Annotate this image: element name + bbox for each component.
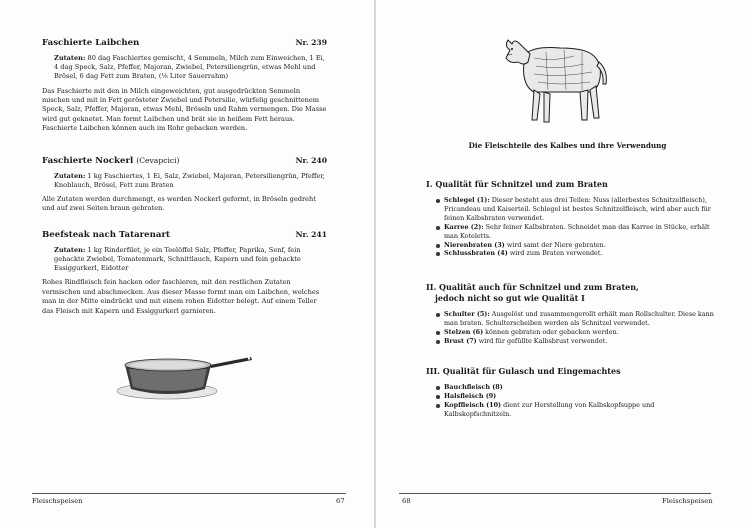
left-page <box>0 0 374 528</box>
recipe-number: Nr. 240 <box>295 155 327 165</box>
recipe-239 <box>42 38 327 134</box>
page-number: 67 <box>336 497 345 505</box>
footer-section: Fleischspeisen <box>662 497 713 505</box>
recipe-240 <box>42 156 327 214</box>
quality-section-3 <box>426 366 716 419</box>
list-item: Nierenbraten (3) wird samt der Niere gebraten. <box>436 241 716 250</box>
recipe-preparation: Rohes Rindfleisch fein hacken oder faschieren, mit den restlichen Zutaten vermischen und abschmecken. Aus dieser Masse formt man ein Laibchen, welches man in der Mitte eindrückt und mit einem rohen Eidotter belegt. Auf einem Teller das Fleisch mit Kapern und Essiggurkerl garnieren. <box>42 278 320 315</box>
section-heading: I. Qualität für Schnitzel und zum Braten <box>426 179 608 189</box>
recipe-title: Faschierte Laibchen <box>42 38 140 48</box>
footer-section: Fleischspeisen <box>32 497 83 505</box>
recipe-number: Nr. 239 <box>295 38 327 47</box>
recipe-number: Nr. 241 <box>295 229 327 239</box>
calf-icon <box>504 34 612 128</box>
recipe-preparation: Alle Zutaten werden durchmengt, es werden Nockerl geformt, in Bröseln gedreht und auf zwei Seiten braun gebraten. <box>42 195 316 213</box>
recipe-ingredients: Zutaten: 1 kg Rinderfilet, je ein Teelöffel Salz, Pfeffer, Paprika, Senf, fein gehackte Zwiebel, Tomatenmark, Schnittlauch, Kapern und fein gehackte Essiggurkerl, Eidotter <box>54 245 301 273</box>
footer-rule <box>399 493 711 494</box>
list-item: Karree (2): Sehr feiner Kalbsbraten. Schneidet man das Karree in Stücke, erhält man Koteletts. <box>436 223 716 241</box>
frying-pan-icon <box>105 351 253 401</box>
cut-list <box>426 196 716 258</box>
list-item: Bauchfleisch (8) <box>436 383 716 392</box>
list-item: Schlegel (1): Dieser besteht aus drei Teilen: Nuss (allerbestes Schnitzelfleisch), Fricandeau und Kaiserteil. Schlegel ist bestes Schnitzelfleisch, wird aber auch für feinen Kalbsbraten verwendet. <box>436 196 716 223</box>
cut-list <box>426 310 716 346</box>
recipe-241 <box>42 230 327 316</box>
list-item: Schulter (5): Ausgelöst und zusammengerollt erhält man Rollschulter. Diese kann man braten. Schulterscheiben werden als Schnitzel verwendet. <box>436 310 716 328</box>
recipe-preparation: Das Faschierte mit den in Milch eingeweichten, gut ausgedrückten Semmeln mischen und mit in Fett gerösteter Zwiebel und Petersilie, würfelig geschnittenem Speck, Salz, Pfeffer, Majoran, etwas Mehl, Bröseln und Rahm vermengen. Die Masse wird gut geknetet. Man formt Laibchen und brät sie in heißem Fett heraus. Faschierte Laibchen können auch im Rohr gebacken werden. <box>42 86 327 133</box>
quality-section-1 <box>426 179 716 258</box>
recipe-title: Beefsteak nach Tatarenart <box>42 229 170 240</box>
footer-rule <box>32 493 346 494</box>
list-item: Kopffleisch (10) dient zur Herstellung von Kalbskopfsuppe und Kalbskopfschnitzeln. <box>436 401 716 419</box>
recipe-ingredients: Zutaten: 1 kg Faschiertes, 1 Ei, Salz, Zwiebel, Majoran, Petersiliengrün, Pfeffer, Knoblauch, Brösel, Fett zum Braten <box>54 171 325 189</box>
recipe-ingredients: Zutaten: 80 dag Faschiertes gemischt, 4 Semmeln, Milch zum Einweichen, 1 Ei, 4 dag Speck, Salz, Pfeffer, Majoran, Zwiebel, Petersiliengrün, etwas Mehl und Brösel, 6 dag Fett zum Braten, (⅛ Liter Sauerrahm) <box>54 54 325 81</box>
section-title: Die Fleischteile des Kalbes und ihre Verwendung <box>468 141 667 150</box>
section-heading: II. Qualität auch für Schnitzel und zum Braten, jedoch nicht so gut wie Qualität I <box>426 282 639 303</box>
list-item: Stelzen (6) können gebraten oder gebacken werden. <box>436 328 716 337</box>
recipe-title: Faschierte Nockerl (Cevapcici) <box>42 155 180 166</box>
section-heading: III. Qualität für Gulasch und Eingemachtes <box>426 366 621 376</box>
cut-list <box>426 383 716 419</box>
list-item: Schlussbraten (4) wird zum Braten verwendet. <box>436 249 716 258</box>
list-item: Halsfleisch (9) <box>436 392 716 401</box>
recipe-list <box>42 38 327 330</box>
quality-section-2 <box>426 282 716 346</box>
page-number: 68 <box>402 497 411 505</box>
list-item: Brust (7) wird für gefüllte Kalbsbrust verwendet. <box>436 337 716 346</box>
